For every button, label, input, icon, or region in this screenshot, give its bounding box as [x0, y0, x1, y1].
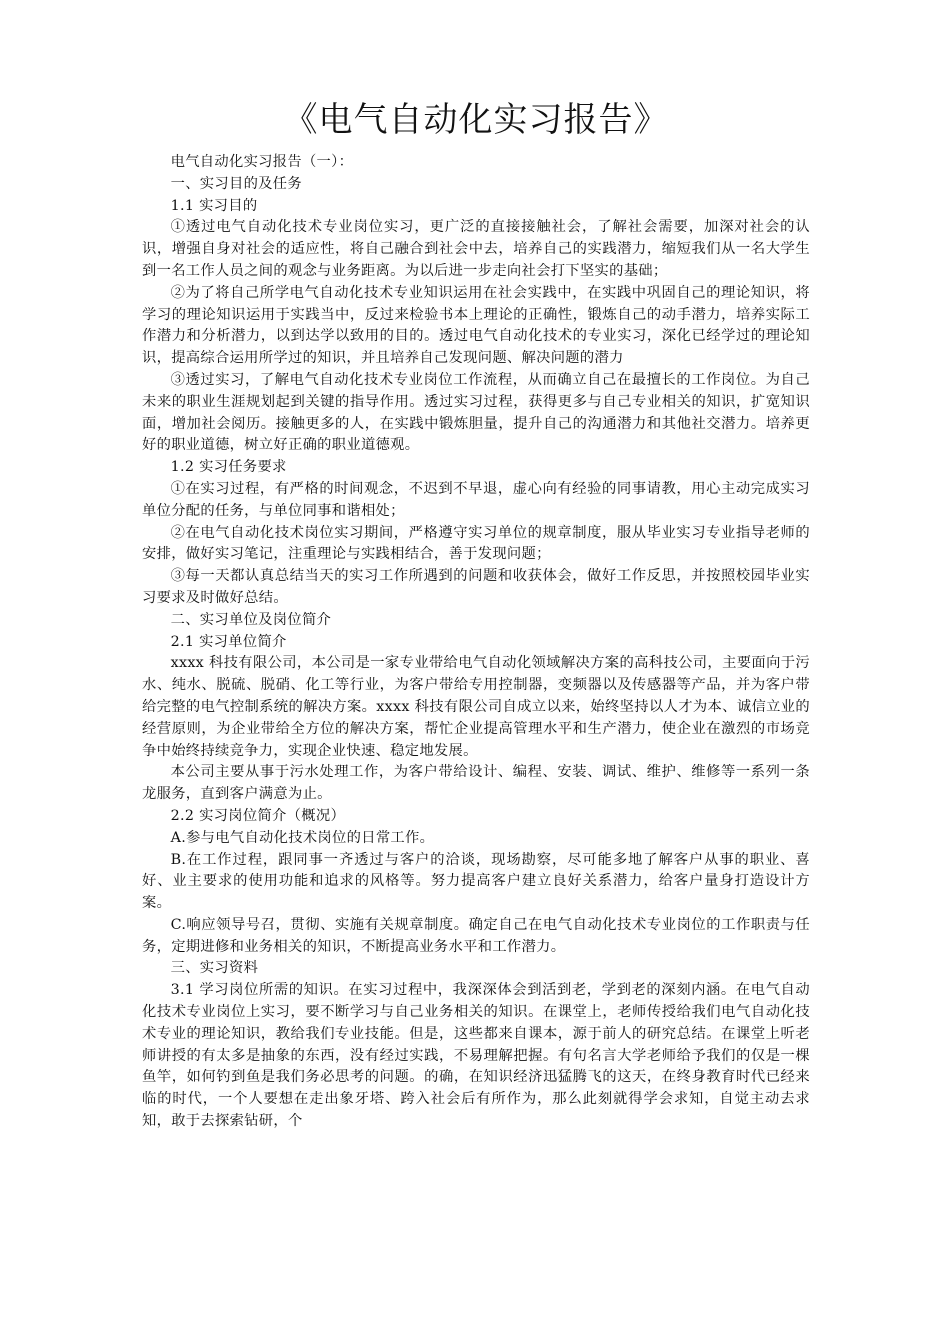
- section-heading: 一、实习目的及任务: [170, 175, 302, 192]
- subsection-heading: 1.1 实习目的: [170, 197, 258, 214]
- paragraph: C.响应领导号召，贯彻、实施有关规章制度。确定自己在电气自动化技术专业岗位的工作职责与任务，定期进修和业务相关的知识，不断提高业务水平和工作潜力。: [142, 916, 810, 955]
- paragraph: xxxx 科技有限公司，本公司是一家专业带给电气自动化领域解决方案的高科技公司，主要面向于污水、纯水、脱硫、脱硝、化工等行业，为客户带给专用控制器，变频器以及传感器等产品，并为客户带给完整的电气控制系统的解决方案。xxxx 科技有限公司自成立以来，始终坚持以人才为本、诚信立业的经营原则，为企业带给全方位的解决方案，帮忙企业提高管理水平和生产潜力，使企业在激烈的市场竞争中始终持续竞争力，实现企业快速、稳定地发展。: [142, 655, 810, 759]
- paragraph: 本公司主要从事于污水处理工作，为客户带给设计、编程、安装、调试、维护、维修等一系列一条龙服务，直到客户满意为止。: [142, 764, 810, 803]
- paragraph: 电气自动化实习报告（一）：: [170, 154, 354, 170]
- paragraph: ①透过电气自动化技术专业岗位实习，更广泛的直接接触社会，了解社会需要，加深对社会的认识，增强自身对社会的适应性，将自己融合到社会中去，培养自己的实践潜力，缩短我们从一名大学生到一名工作人员之间的观念与业务距离。为以后进一步走向社会打下坚实的基础；: [142, 219, 810, 279]
- subsection-heading: 2.1 实习单位简介: [170, 633, 287, 650]
- paragraph: ③每一天都认真总结当天的实习工作所遇到的问题和收获体会，做好工作反思，并按照校园毕业实习要求及时做好总结。: [142, 568, 810, 606]
- paragraph: ③透过实习，了解电气自动化技术专业岗位工作流程，从而确立自己在最擅长的工作岗位。为自己未来的职业生涯规划起到关键的指导作用。透过实习过程，获得更多与自己专业相关的知识，扩宽知识面，增加社会阅历。接触更多的人，在实践中锻炼胆量，提升自己的沟通潜力和其他社交潜力。培养更好的职业道德，树立好正确的职业道德观。: [142, 371, 810, 454]
- paragraph: ②在电气自动化技术岗位实习期间，严格遵守实习单位的规章制度，服从毕业实习专业指导老师的安排，做好实习笔记，注重理论与实践相结合，善于发现问题；: [142, 524, 810, 563]
- document-body: [142, 152, 810, 1133]
- paragraph: B.在工作过程，跟同事一齐透过与客户的洽谈，现场勘察，尽可能多地了解客户从事的职业、喜好、业主要求的使用功能和追求的风格等。努力提高客户建立良好关系潜力，给客户量身打造设计方案。: [142, 851, 810, 912]
- paragraph: 3.1 学习岗位所需的知识。在实习过程中，我深深体会到活到老，学到老的深刻内涵。在电气自动化技术专业岗位上实习，要不断学习与自己业务相关的知识。在课堂上，老师传授给我们电气自动化技术专业的理论知识，教给我们专业技能。但是，这些都来自课本，源于前人的研究总结。在课堂上听老师讲授的有太多是抽象的东西，没有经过实践，不易理解把握。有句名言大学老师给予我们的仅是一棵鱼竿，如何钓到鱼是我们务必思考的问题。的确，在知识经济迅猛腾飞的这天，在终身教育时代已经来临的时代，一个人要想在走出象牙塔、跨入社会后有所作为，那么此刻就得学会求知，自觉主动去求知，敢于去探索钻研，个: [142, 982, 810, 1130]
- paragraph: A.参与电气自动化技术岗位的日常工作。: [170, 829, 435, 846]
- subsection-heading: 2.2 实习岗位简介（概况）: [170, 807, 346, 824]
- subsection-heading: 1.2 实习任务要求: [170, 459, 287, 476]
- paragraph: ②为了将自己所学电气自动化技术专业知识运用在社会实践中，在实践中巩固自己的理论知识，将学习的理论知识运用于实践当中，反过来检验书本上理论的正确性，锻炼自己的动手潜力，培养实际工作潜力和分析潜力，以到达学以致用的目的。透过电气自动化技术的专业实习，深化已经学过的理论知识，提高综合运用所学过的知识，并且培养自己发现问题、解决问题的潜力: [142, 284, 810, 367]
- document-title: 《电气自动化实习报告》: [283, 100, 669, 140]
- section-heading: 二、实习单位及岗位简介: [170, 611, 332, 628]
- paragraph: ①在实习过程，有严格的时间观念，不迟到不早退，虚心向有经验的同事请教，用心主动完成实习单位分配的任务，与单位同事和谐相处；: [142, 480, 810, 519]
- section-heading: 三、实习资料: [170, 960, 259, 977]
